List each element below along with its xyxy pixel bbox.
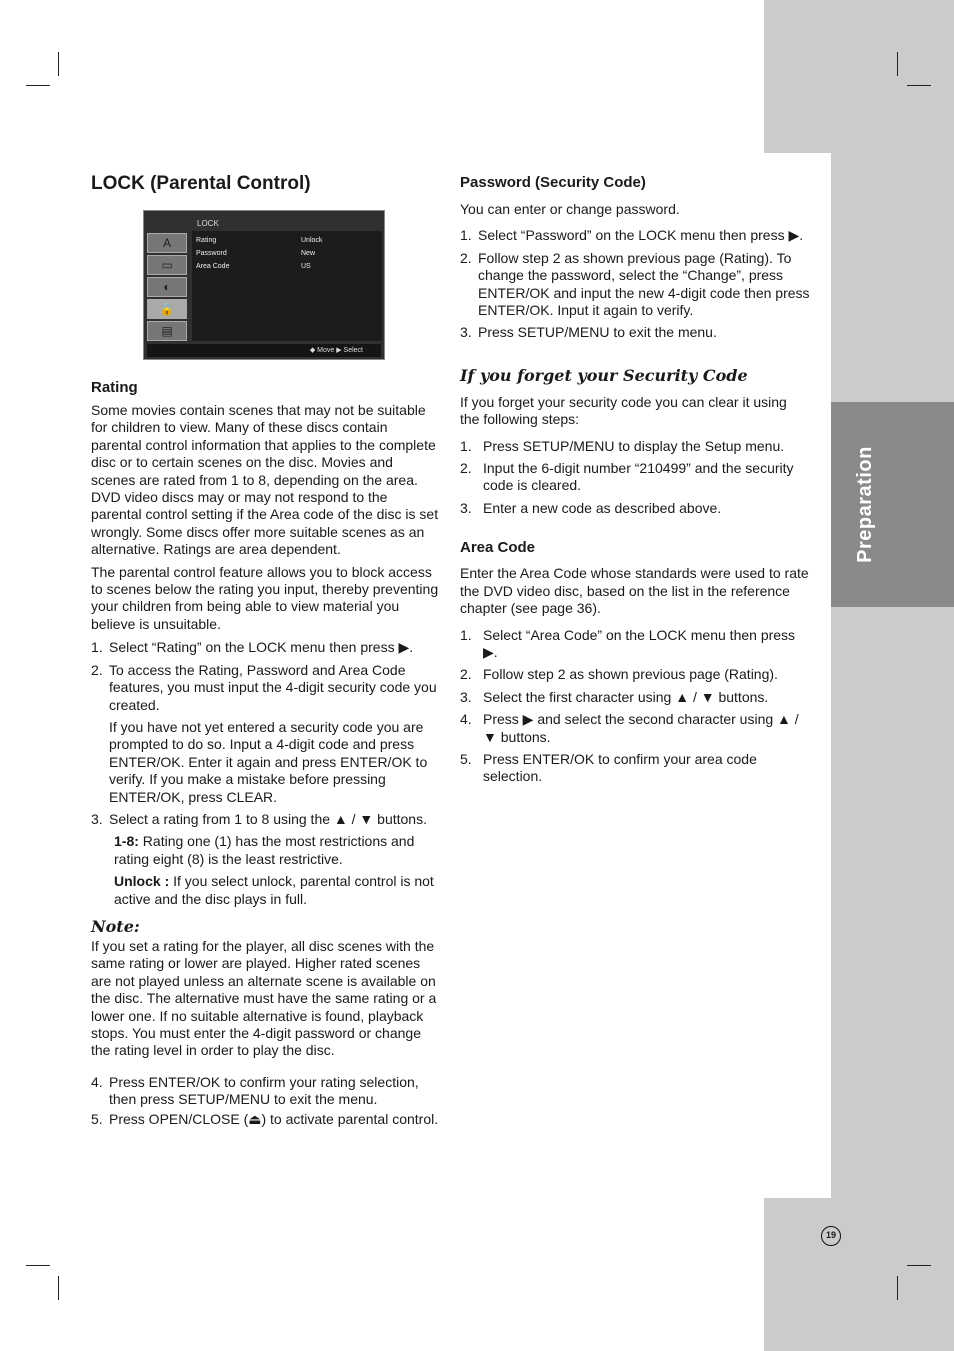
note-text: If you set a rating for the player, all disc scenes with the same rating or lower are played. Higher rated scenes are not played unless an alternate scene is available on the disc. The alternative must have the same rating or a lower one. If no suitable alternative is found, playback stops. You must enter the 4-digit password or change the rating level in order to play the disc. [91, 937, 437, 1059]
page-title: LOCK (Parental Control) [91, 173, 311, 194]
area-step-5: 5. Press ENTER/OK to confirm your area code selection. [460, 750, 757, 785]
forget-code-steps [460, 438, 810, 518]
forget-step-2: 2. Input the 6-digit number “210499” and the security code is cleared. [460, 460, 794, 494]
area-step-2: 2. Follow step 2 as shown previous page (Rating). [460, 666, 778, 683]
side-band-lower [831, 607, 954, 1198]
side-band-top [764, 0, 954, 153]
area-code-steps [460, 627, 810, 786]
area-step-3: 3. Select the first character using ▲ / ▼ buttons. [460, 688, 769, 705]
left-column [91, 173, 441, 195]
crop-mark [58, 52, 59, 76]
note-heading: Note: [91, 916, 140, 936]
menu-footer-bar [147, 344, 381, 357]
rating-step-4: 4. Press ENTER/OK to confirm your rating selection, then press SETUP/MENU to exit the menu. [91, 1073, 419, 1108]
password-steps [460, 227, 810, 341]
password-intro: You can enter or change password. [460, 201, 680, 217]
rating-step-1: 1. Select “Rating” on the LOCK menu then press ▶. [91, 639, 414, 656]
rating-steps [91, 639, 441, 908]
password-step-2: 2. Follow step 2 as shown previous page (Rating). To change the password, select the “Change”, press ENTER/OK and input the new 4-digit code then press ENTER/OK. Input it again to verify. [460, 249, 810, 319]
menu-value-password: New [301, 250, 316, 257]
page-number: 19 [821, 1226, 841, 1246]
menu-title: LOCK [197, 219, 219, 228]
forget-step-1: 1. Press SETUP/MENU to display the Setup menu. [460, 437, 785, 454]
rating-heading: Rating [91, 379, 138, 396]
forget-code-heading: If you forget your Security Code [460, 365, 748, 385]
display-icon: ▭ [147, 255, 187, 275]
password-step-1: 1. Select “Password” on the LOCK menu then press ▶. [460, 227, 804, 244]
right-column [460, 174, 810, 791]
crop-mark [58, 1276, 59, 1300]
password-step-3: 3. Press SETUP/MENU to exit the menu. [460, 324, 717, 341]
rating-icon: A [147, 233, 187, 253]
rating-paragraph-1: Some movies contain scenes that may not be suitable for children to view. Many of these discs contain parental control information that applies to the complete disc or to certain scenes on the disc. Movies and scenes are rated from 1 to 8, depending on the area. DVD video discs may or may not respond to the parental control setting if the Area code of the disc is set wrongly. Some discs offer more suitable scenes as an alternative. Ratings are area dependent. [91, 402, 439, 558]
lock-icon: 🔒 [147, 299, 187, 319]
crop-mark [897, 1276, 898, 1300]
forget-code-intro: If you forget your security code you can clear it using the following steps: [460, 393, 787, 428]
rating-step-3: 3. Select a rating from 1 to 8 using the ▲ / ▼ buttons. 1-8: Rating one (1) has the most restrictions and rating eight (8) is the least restrictive. Unlock : If you select unlock, parental control is not active and the disc plays in full. [91, 811, 441, 908]
menu-value-area-code: US [301, 263, 311, 270]
rating-steps-continued [91, 1074, 441, 1128]
rating-definition-unlock: Unlock : If you select unlock, parental control is not active and the disc plays in full. [114, 873, 434, 907]
area-code-heading: Area Code [460, 539, 536, 557]
forget-step-3: 3. Enter a new code as described above. [460, 499, 722, 516]
rating-paragraph-2: The parental control feature allows you to block access to scenes below the rating you input, thereby preventing your children from being able to view material you believe is unsuitable. [91, 563, 439, 632]
crop-mark [26, 1265, 50, 1266]
area-step-4: 4. Press ▶ and select the second character using ▲ / ▼ buttons. [460, 711, 799, 745]
menu-item-area-code: Area Code [196, 263, 230, 270]
password-heading: Password (Security Code) [460, 174, 646, 191]
audio-icon: ◐ [147, 277, 187, 297]
menu-footer-text: ◆ Move ▶ Select [309, 347, 363, 354]
side-band-bottom [764, 1198, 954, 1351]
crop-mark [907, 85, 931, 86]
menu-item-password: Password [196, 250, 227, 257]
crop-mark [897, 52, 898, 76]
rating-section [91, 379, 441, 1133]
menu-item-rating: Rating [196, 237, 217, 244]
crop-mark [907, 1265, 931, 1266]
crop-mark [26, 85, 50, 86]
area-code-intro: Enter the Area Code whose standards were used to rate the DVD video disc, based on the list in the reference chapter (see page 36). [460, 565, 809, 617]
side-band-middle [831, 153, 954, 402]
area-step-1: 1. Select “Area Code” on the LOCK menu then press ▶. [460, 626, 796, 660]
section-tab-label: Preparation [853, 446, 876, 563]
menu-value-rating: Unlock [301, 237, 323, 244]
others-icon: ▤ [147, 321, 187, 341]
rating-step-5: 5. Press OPEN/CLOSE (⏏) to activate parental control. [91, 1110, 439, 1127]
rating-definition-1-8: 1-8: Rating one (1) has the most restrictions and rating eight (8) is the least restrictive. [114, 833, 415, 867]
rating-step-2-extra: If you have not yet entered a security code you are prompted to do so. Input a 4-digit code and press ENTER/OK. Enter it again and press ENTER/OK to verify. If you make a mistake before pressing ENTER/OK, press CLEAR. [109, 718, 428, 805]
lock-menu-screenshot [143, 210, 385, 360]
menu-list-panel [192, 231, 382, 341]
rating-step-2: 2. To access the Rating, Password and Area Code features, you must input the 4-digit security code you created. If you have not yet entered a security code you are prompted to do so. Input a 4-digit code and press ENTER/OK. Enter it again and press ENTER/OK to verify. If you make a mistake before pressing ENTER/OK, press CLEAR. [91, 662, 441, 806]
